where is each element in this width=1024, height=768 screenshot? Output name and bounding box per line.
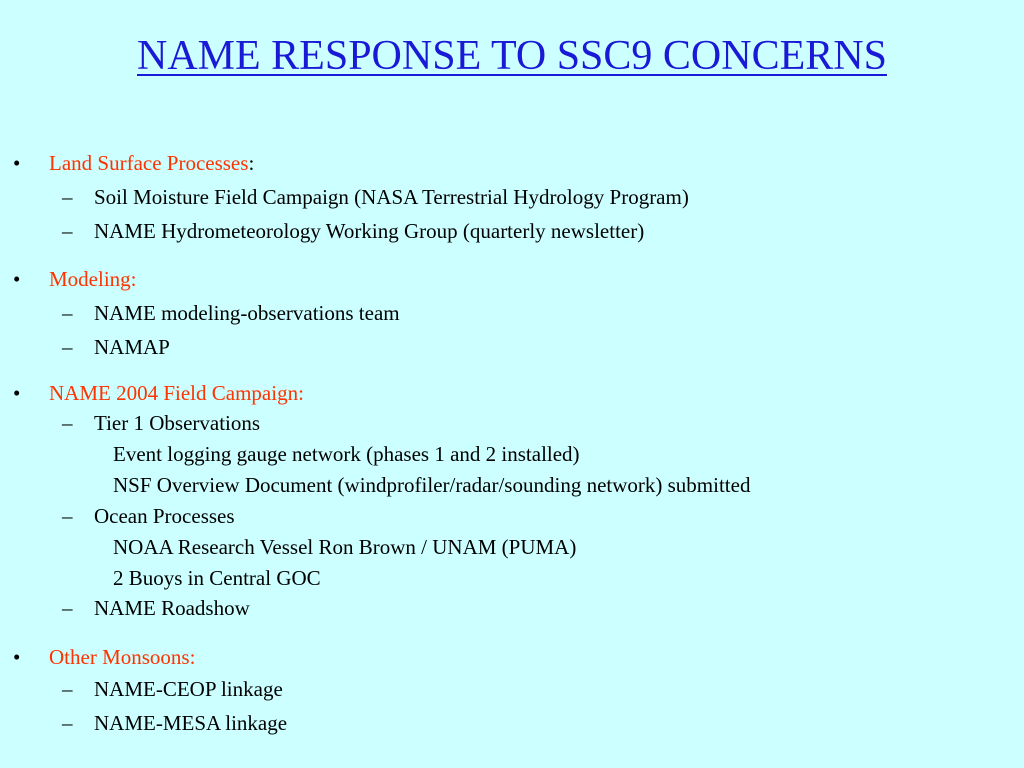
sub-item-text: Tier 1 Observations xyxy=(94,411,261,435)
bullet-heading: Land Surface Processes: xyxy=(49,151,255,175)
detail-item-text: NSF Overview Document (windprofiler/radar/sounding network) submitted xyxy=(113,473,751,497)
dash-icon: – xyxy=(62,411,73,435)
dash-icon: – xyxy=(62,185,73,209)
bullet-heading: Modeling: xyxy=(49,267,137,291)
bullet-icon: • xyxy=(13,267,21,291)
dash-icon: – xyxy=(62,335,73,359)
sub-item-text: Soil Moisture Field Campaign (NASA Terrestrial Hydrology Program) xyxy=(94,185,689,209)
dash-icon: – xyxy=(62,677,73,701)
sub-item-text: NAME-CEOP linkage xyxy=(94,677,283,701)
sub-item-text: NAME-MESA linkage xyxy=(94,711,288,735)
dash-icon: – xyxy=(62,219,73,243)
sub-item-text: Ocean Processes xyxy=(94,504,235,528)
detail-item-text: NOAA Research Vessel Ron Brown / UNAM (PUMA) xyxy=(113,535,577,559)
sub-item-text: NAME Roadshow xyxy=(94,596,250,620)
heading-colon: : xyxy=(248,151,255,175)
detail-item-text: Event logging gauge network (phases 1 and 2 installed) xyxy=(113,442,580,466)
bullet-icon: • xyxy=(13,151,21,175)
bullet-heading: NAME 2004 Field Campaign: xyxy=(49,381,304,405)
bullet-icon: • xyxy=(13,645,21,669)
sub-item-text: NAME Hydrometeorology Working Group (quarterly newsletter) xyxy=(94,219,645,243)
sub-item-text: NAME modeling-observations team xyxy=(94,301,400,325)
detail-item-text: 2 Buoys in Central GOC xyxy=(113,566,321,590)
dash-icon: – xyxy=(62,711,73,735)
dash-icon: – xyxy=(62,596,73,620)
dash-icon: – xyxy=(62,504,73,528)
dash-icon: – xyxy=(62,301,73,325)
slide-title: NAME RESPONSE TO SSC9 CONCERNS xyxy=(137,33,887,79)
sub-item-text: NAMAP xyxy=(94,335,170,359)
bullet-icon: • xyxy=(13,381,21,405)
bullet-heading: Other Monsoons: xyxy=(49,645,196,669)
